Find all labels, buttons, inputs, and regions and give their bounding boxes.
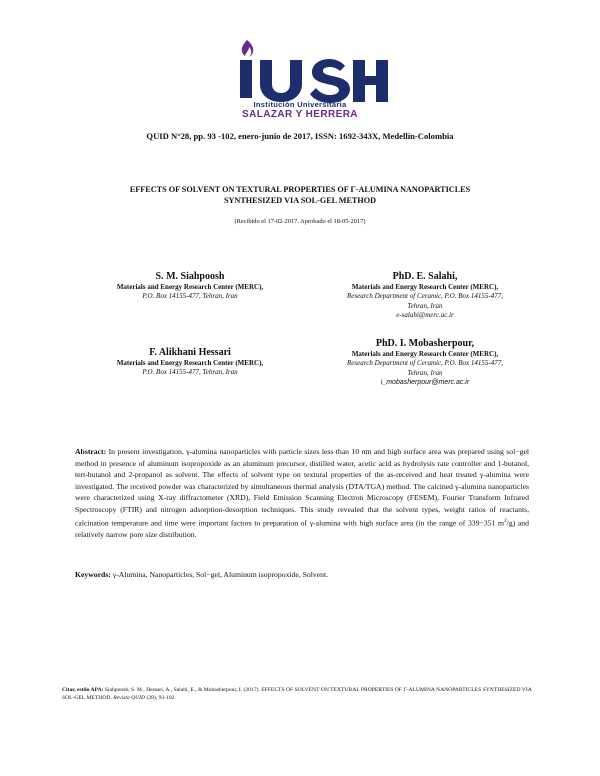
citation-text: Siahpoosh, S. M., Hessari, A., Salahi, E., & Mobasherpour, I. (2017). EFFECTS OF SOLVENT ON TEXTURAL PROPERTIES OF Γ-ALUMINA NANOPARTICLES SYNTHESIZED VIA SOL-GEL METHOD. [62,687,532,702]
author-block-2 [80,346,300,378]
citation-pages: (28), 93-102. [145,695,176,702]
author-affiliation: Materials and Energy Research Center (MERC), [116,359,264,367]
author-block-1 [80,270,300,302]
author-email-link[interactable]: e-salahi@merc.ac.ir [396,311,454,320]
citation-journal: Revista QUID [113,695,146,702]
institution-logo [0,34,600,124]
author-block-4 [315,337,535,388]
abstract-superscript: 2 [503,517,507,524]
abstract-label: Abstract: [75,447,107,456]
author-affiliation: Materials and Energy Research Center (MERC), [116,283,264,291]
paper-title-line2: SYNTHESIZED VIA SOL-GEL METHOD [223,196,377,205]
author-address-city: Tehran, Iran [407,301,443,310]
author-name: PhD. E. Salahi, [392,271,458,282]
author-block-3 [315,270,535,321]
received-dates: (Recibido el 17-02-2017. Aprobado el 18-05-2017) [234,218,366,225]
journal-info-line: QUID N°28, pp. 93 -102, enero-junio de 2017, ISSN: 1692-343X, Medellín-Colombia [146,131,454,141]
keywords-text: γ-Alumina, Nanoparticles, Sol−gel, Aluminum isopropoxide, Solvent. [110,570,329,579]
keywords-label: Keywords: [75,570,111,579]
author-address: Research Department of Ceramic, P.O. Box 14155-477, [347,292,503,301]
author-address: P.O. Box 14155-477, Tehran, Iran [142,292,238,301]
citation-block [62,686,532,703]
author-name: F. Alikhani Hessari [149,347,231,358]
author-name: PhD. I. Mobasherpour, [375,338,475,349]
citation-label: Citar, estilo APA: [62,687,104,693]
abstract-paragraph [75,446,529,540]
abstract-text-end: /g) and relatively narrow pore size distribution. [75,518,529,539]
author-address-city: Tehran, Iran [407,368,443,377]
author-address: P.O. Box 14155-477, Tehran, Iran [142,368,238,377]
author-affiliation: Materials and Energy Research Center (MERC), [351,283,499,291]
abstract-text: In present investigation, γ-alumina nanoparticles with particle sizes less than 10 nm and high surface area was prepared using sol−gel method in presence of aluminum isopropoxide as an aluminum precursor, distilled water, acetic acid as hydrolysis rate controller and 1-butanol, tert-butanol and 2-propanol as solvent. The effects of solvent type on textural properties of the as-received and heat treated γ-alumina were investigated. The received powder was characterized by simultaneous thermal analysis (DTA/TGA) method. The calcined γ-alumina nanoparticles were characterized using X-ray diffractometer (XRD), Field Emission Scanning Electron Microscopy (FESEM), Fourier Transform Infrared Spectroscopy (FTIR) and nitrogen adsorption-desorption techniques. This study revealed that the solvent types, weight ratios of reactants, calcination temperature and time were important factors to preparation of γ-alumina with high surface area (in the range of 339−351 m [75,447,529,528]
author-email-link[interactable]: i_mobasherpour@merc.ac.ir [380,379,470,387]
logo-subtitle-line2: SALAZAR Y HERRERA [242,109,358,120]
paper-title-line1: EFFECTS OF SOLVENT ON TEXTURAL PROPERTIES OF Γ-ALUMINA NANOPARTICLES [129,185,471,194]
keywords-line [75,570,529,579]
author-name: S. M. Siahpoosh [155,271,225,282]
author-affiliation: Materials and Energy Research Center (MERC), [351,350,499,358]
logo-subtitle-line1: Institución Universitaria [253,100,347,109]
paper-title [60,184,540,206]
author-address: Research Department of Ceramic, P.O. Box 14155-477, [347,359,503,368]
